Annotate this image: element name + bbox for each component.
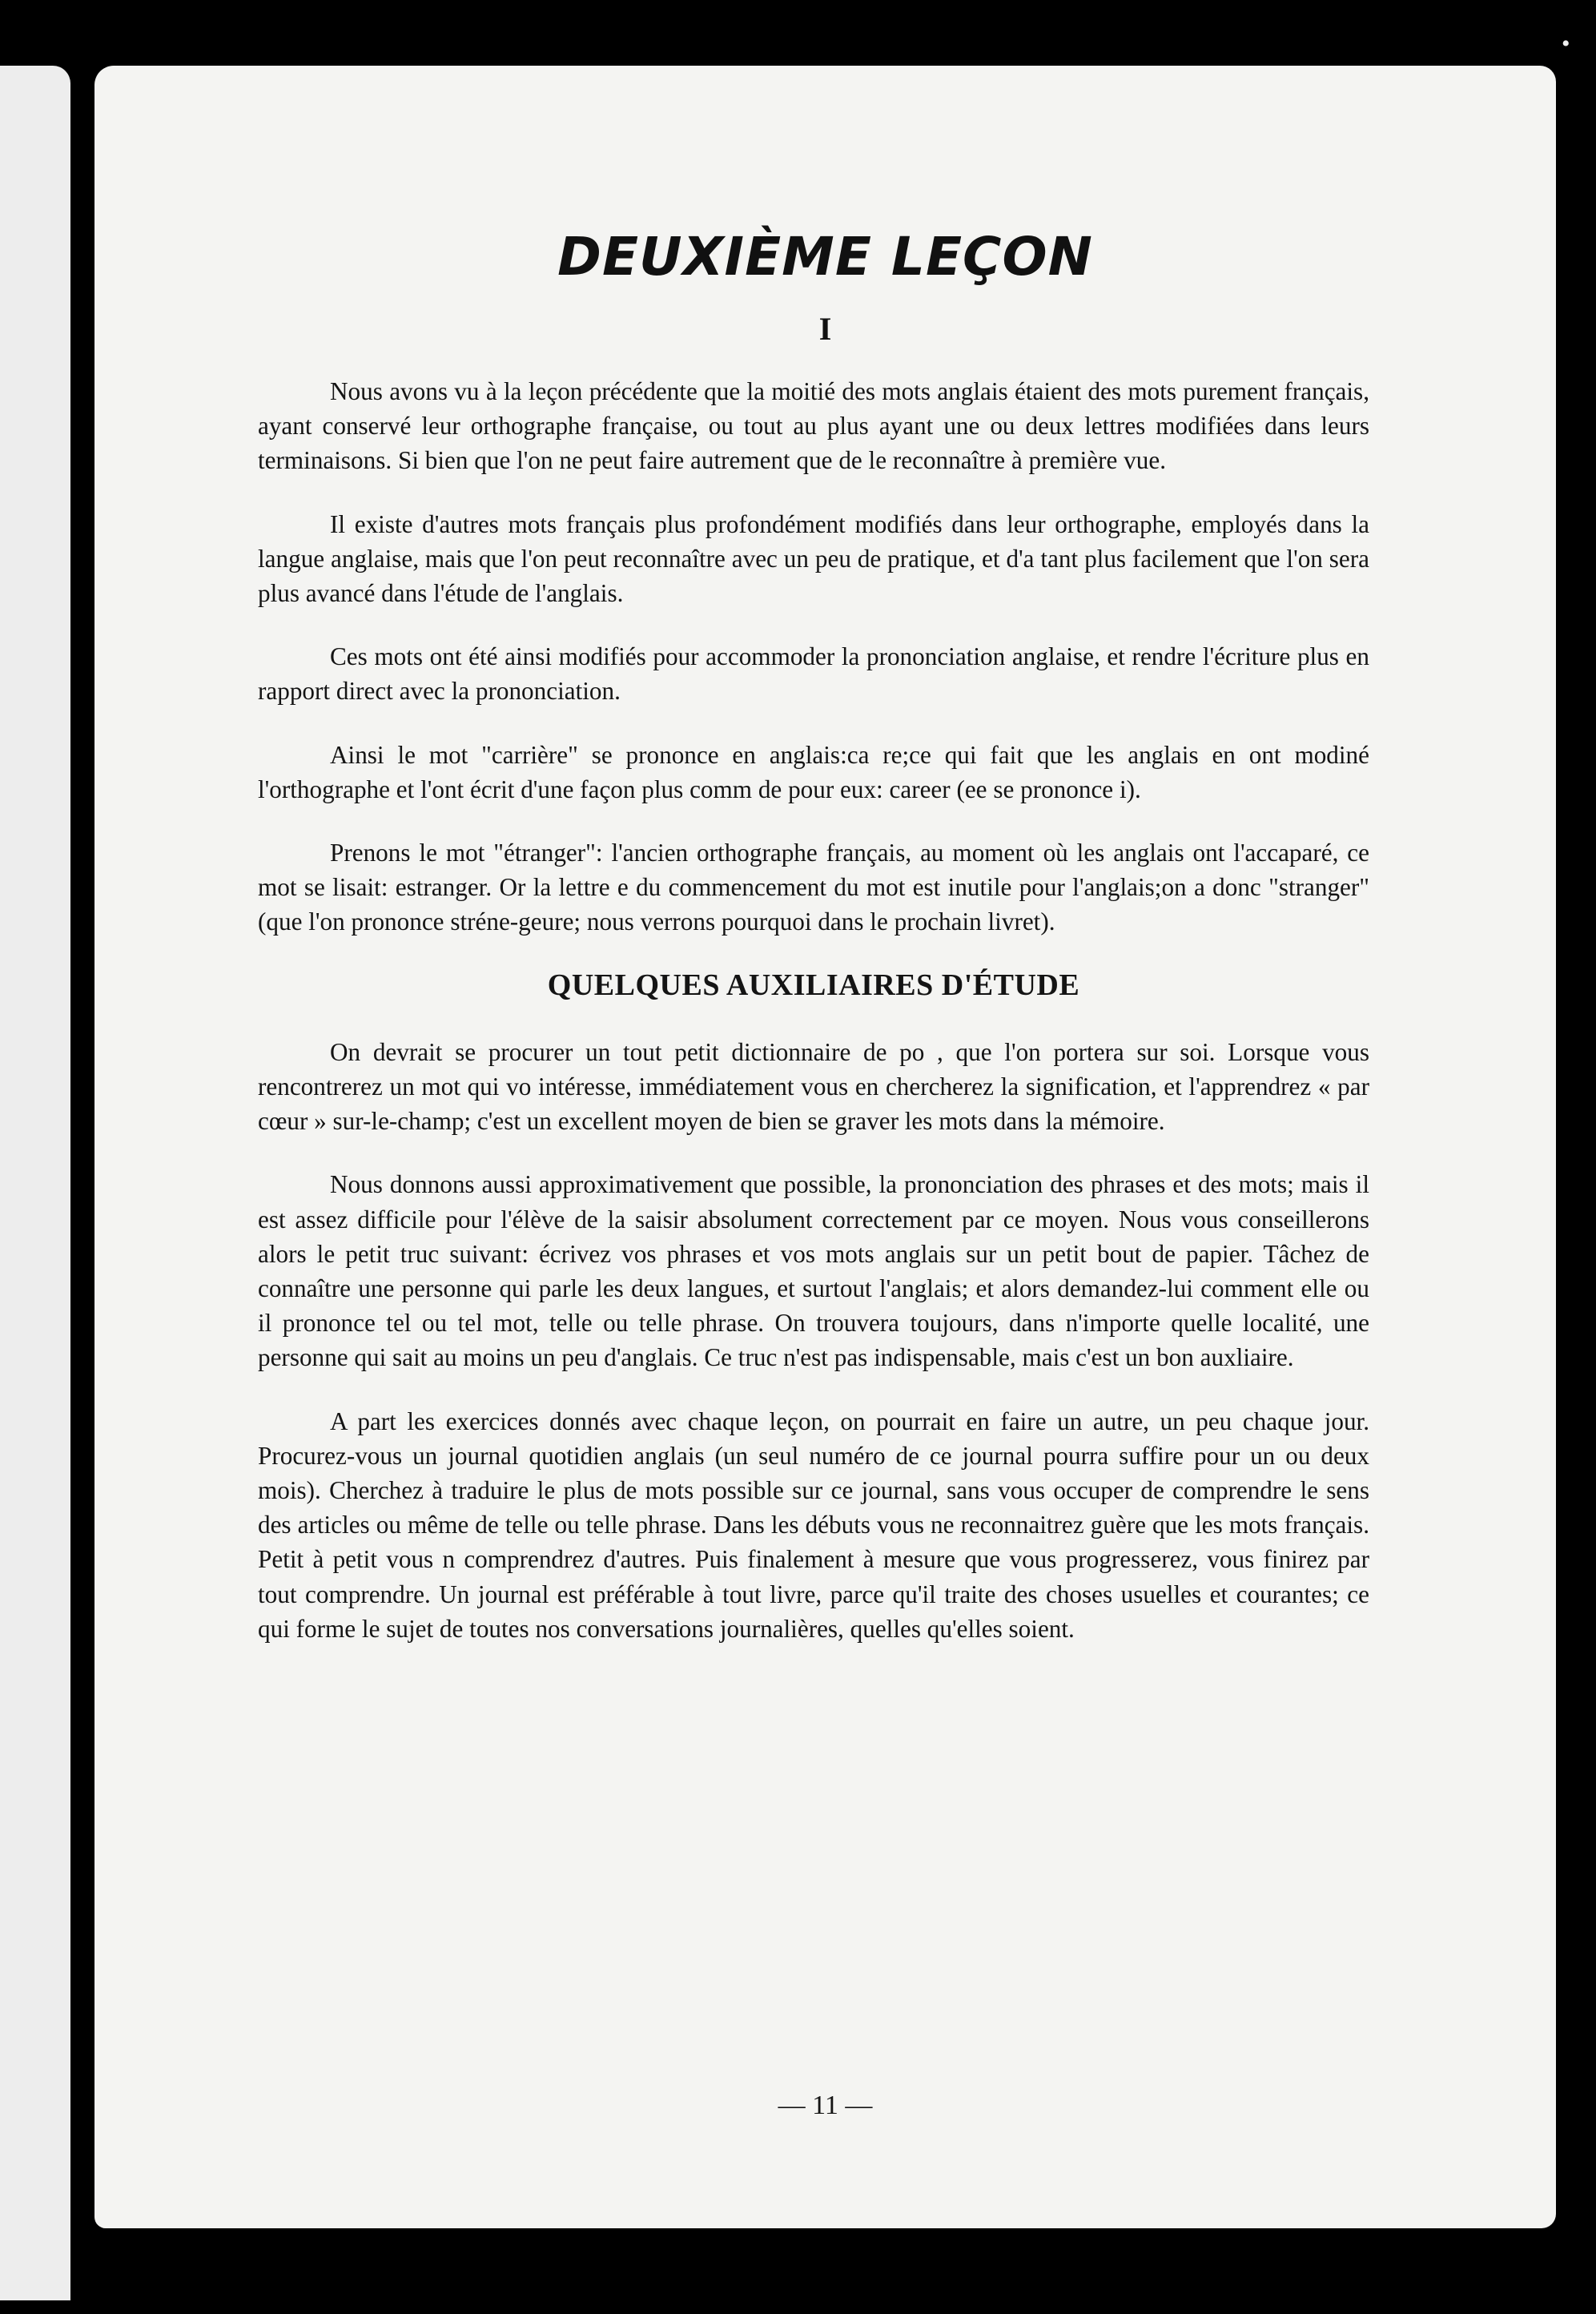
- adjacent-page-edge: [0, 66, 70, 2300]
- paragraph: On devrait se procurer un tout petit dictionnaire de po , que l'on portera sur soi. Lorsque vous rencontrerez un mot qui vo intéresse, immédiatement vous en chercherez la signification, et l'apprendrez « par cœur » sur-le-champ; c'est un excellent moyen de bien se graver les mots dans la mémoire.: [258, 1037, 1369, 1136]
- paragraph: Prenons le mot "étranger": l'ancien orthographe français, au moment où les anglais ont l'accaparé, ce mot se lisait: estranger. Or la lettre e du commencement du mot est inutile pour l'anglais;on a donc "stranger" (que l'on prononce stréne-geure; nous verrons pourquoi dans le prochain livret).: [258, 839, 1369, 936]
- lesson-title: DEUXIÈME LEÇON: [557, 226, 1093, 288]
- page-number: — 11 —: [778, 2091, 873, 2120]
- paragraph: Nous donnons aussi approximativement que possible, la prononciation des phrases et des mots; mais il est assez difficile pour l'élève de la saisir absolument correctement par ce moyen. Nous vous conseillerons alors le petit truc suivant: écrivez vos phrases et vos mots anglais sur un petit bout de papier. Tâchez de connaître une personne qui parle les deux langues, et surtout l'anglais; et alors demandez-lui comment elle ou il prononce tel ou tel mot, telle ou telle phrase. On trouvera toujours, dans n'importe quelle localité, une personne qui sait au moins un peu d'anglais. Ce truc n'est pas indispensable, mais c'est un bon auxliaire.: [258, 1170, 1369, 1372]
- paragraph: Ces mots ont été ainsi modifiés pour accommoder la prononciation anglaise, et rendre l'écriture plus en rapport direct avec la prononciation.: [258, 642, 1369, 706]
- page-body: [258, 374, 1369, 1675]
- paragraph: Il existe d'autres mots français plus profondément modifiés dans leur orthographe, employés dans la langue anglaise, mais que l'on peut reconnaître avec un peu de pratique, et d'a tant plus facilement que l'on sera plus avancé dans l'étude de l'anglais.: [258, 509, 1369, 608]
- paragraph: Nous avons vu à la leçon précédente que la moitié des mots anglais étaient des mots purement français, ayant conservé leur orthographe française, ou tout au plus ayant une ou deux lettres modifiées dans leurs terminaisons. Si bien que l'on ne peut faire autrement que de le reconnaître à première vue.: [258, 377, 1369, 475]
- paragraph: A part les exercices donnés avec chaque leçon, on pourrait en faire un autre, un peu chaque jour. Procurez-vous un journal quotidien anglais (un seul numéro de ce journal pourra suffire pour un ou deux mois). Cherchez à traduire le plus de mots possible sur ce journal, sans vous occuper de comprendre le sens des articles ou même de telle ou telle phrase. Dans les débuts vous ne reconnaitrez guère que les mots français. Petit à petit vous n comprendrez d'autres. Puis finalement à mesure que vous progresserez, vous finirez par tout comprendre. Un journal est préférable à tout livre, parce qu'il traite des choses usuelles et courantes; ce qui forme le sujet de toutes nos conversations journalières, quelles qu'elles soient.: [258, 1407, 1369, 1643]
- corner-dot: •: [1562, 30, 1570, 57]
- section-number: I: [818, 311, 832, 347]
- section-subheading: QUELQUES AUXILIAIRES D'ÉTUDE: [547, 968, 1080, 1002]
- document-page: [94, 66, 1556, 2228]
- paragraph: Ainsi le mot "carrière" se prononce en anglais:ca re;ce qui fait que les anglais en ont modiné l'orthographe et l'ont écrit d'une façon plus comm de pour eux: career (ee se prononce i).: [258, 740, 1369, 803]
